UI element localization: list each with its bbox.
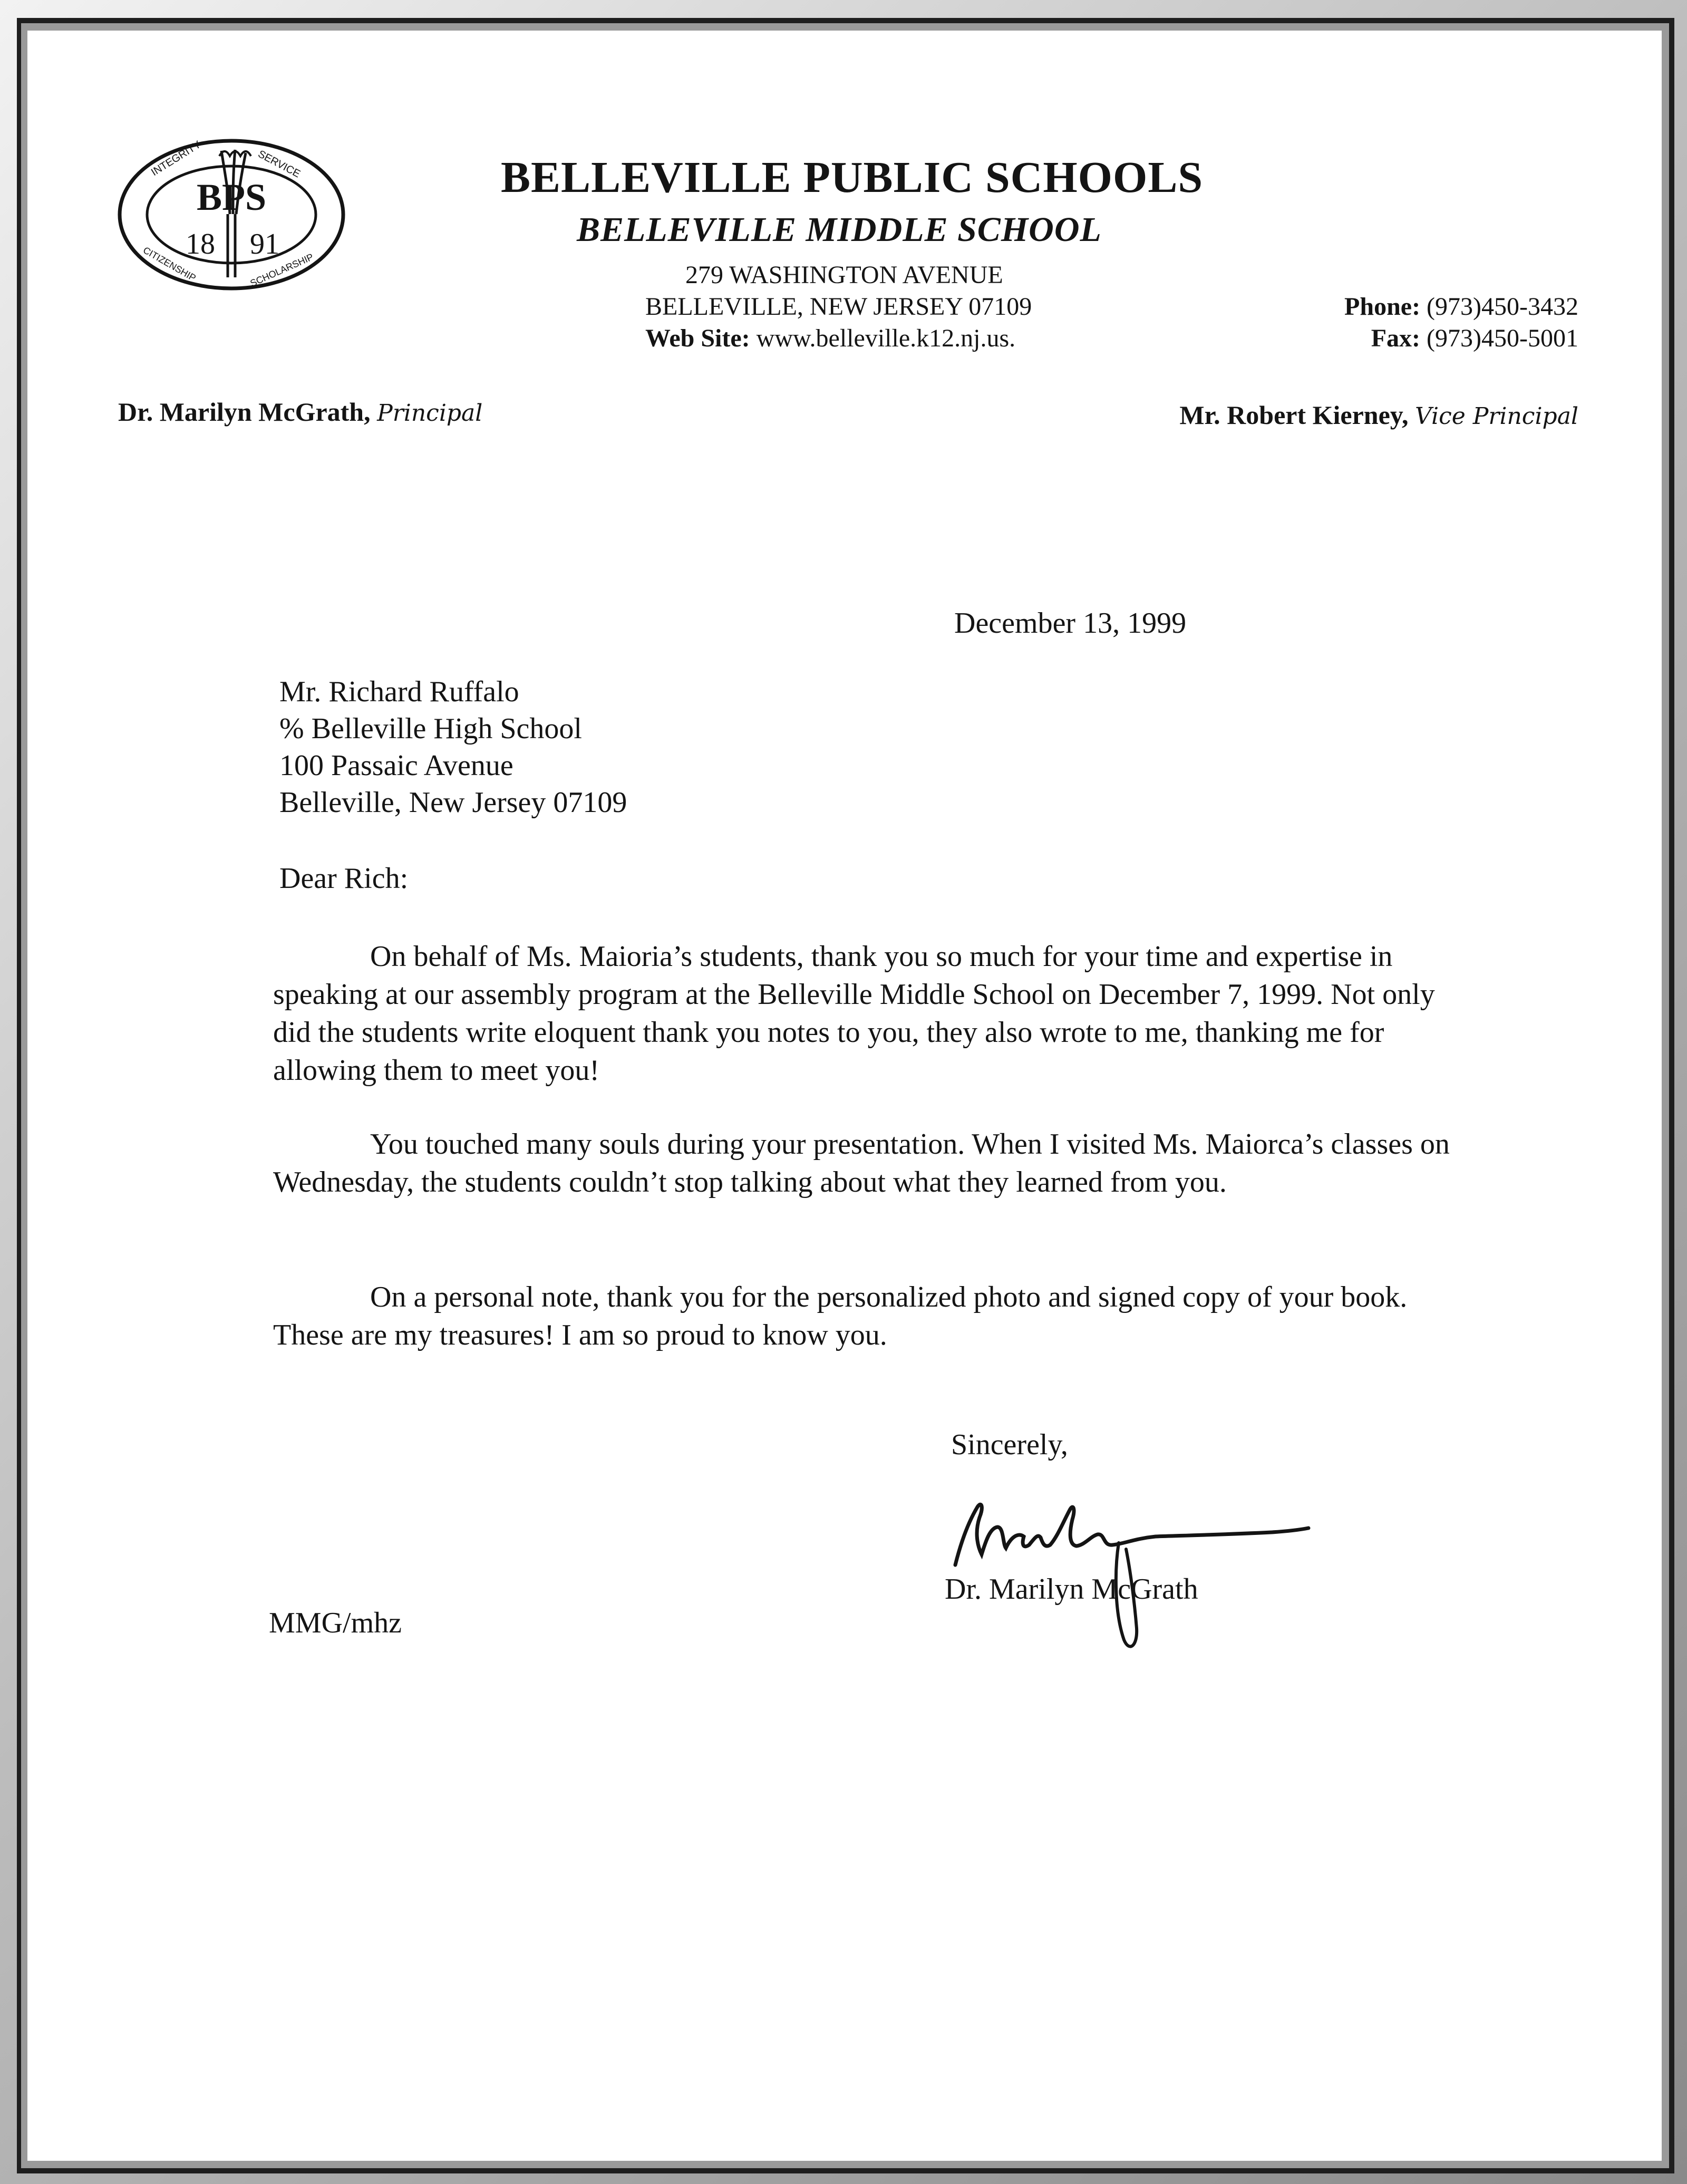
paragraph-text: On a personal note, thank you for the personalized photo and signed copy of your book. These are my treasures! I am so proud to know you. — [273, 1281, 1408, 1351]
seal-motto-bottom-left: CITIZENSHIP — [141, 245, 198, 284]
seal-year-right: 91 — [250, 228, 279, 260]
website-label: Web Site: — [645, 324, 750, 352]
typist-initials: MMG/mhz — [269, 1607, 402, 1639]
seal-monogram: BPS — [196, 176, 267, 218]
signer-name: Dr. Marilyn McGrath — [945, 1573, 1198, 1606]
district-name: BELLEVILLE PUBLIC SCHOOLS — [501, 153, 1204, 202]
vice-principal-line — [1179, 400, 1578, 430]
paragraph-text: You touched many souls during your presentation. When I visited Ms. Maiorca’s classes on Wednesday, the students couldn’t stop talking about what they learned from you. — [273, 1128, 1450, 1199]
body-paragraph — [273, 938, 1454, 1089]
letter-page — [27, 31, 1662, 2161]
recipient-line: 100 Passaic Avenue — [279, 749, 513, 782]
body-paragraph — [273, 1278, 1454, 1354]
fax-line — [1371, 324, 1578, 353]
seal-motto-right: SERVICE — [256, 148, 303, 180]
fax-label: Fax: — [1371, 324, 1421, 352]
seal-year-left: 18 — [186, 228, 215, 260]
recipient-line: % Belleville High School — [279, 712, 582, 745]
website-line — [645, 324, 1015, 353]
principal-line — [118, 397, 482, 427]
salutation: Dear Rich: — [279, 862, 409, 895]
school-name: BELLEVILLE MIDDLE SCHOOL — [577, 210, 1102, 249]
vice-principal-title: Vice Principal — [1415, 403, 1578, 430]
school-seal-logo — [116, 135, 347, 294]
website-url: www.belleville.k12.nj.us. — [756, 324, 1016, 352]
address-street: 279 WASHINGTON AVENUE — [685, 261, 1003, 289]
phone-label: Phone: — [1344, 293, 1421, 321]
letter-date: December 13, 1999 — [954, 607, 1187, 640]
body-paragraph — [273, 1125, 1454, 1201]
principal-title: Principal — [377, 400, 483, 427]
recipient-line: Mr. Richard Ruffalo — [279, 675, 519, 708]
principal-name: Dr. Marilyn McGrath, — [118, 397, 371, 427]
vice-principal-name: Mr. Robert Kierney, — [1179, 400, 1409, 430]
recipient-line: Belleville, New Jersey 07109 — [279, 786, 627, 819]
seal-motto-left: INTEGRITY — [149, 139, 203, 179]
phone-line — [1344, 292, 1578, 321]
paragraph-text: On behalf of Ms. Maioria’s students, thank you so much for your time and expertise in speaking at our assembly program at the Belleville Middle School on December 7, 1999. Not only did the students write eloquent thank you notes to you, they also wrote to me, thanking me for allowing them to meet you! — [273, 940, 1435, 1087]
phone-number: (973)450-3432 — [1427, 293, 1578, 321]
fax-number: (973)450-5001 — [1427, 324, 1578, 352]
seal-motto-bottom-right: SCHOLARSHIP — [248, 251, 315, 289]
closing: Sincerely, — [951, 1428, 1068, 1461]
address-city: BELLEVILLE, NEW JERSEY 07109 — [645, 293, 1032, 321]
